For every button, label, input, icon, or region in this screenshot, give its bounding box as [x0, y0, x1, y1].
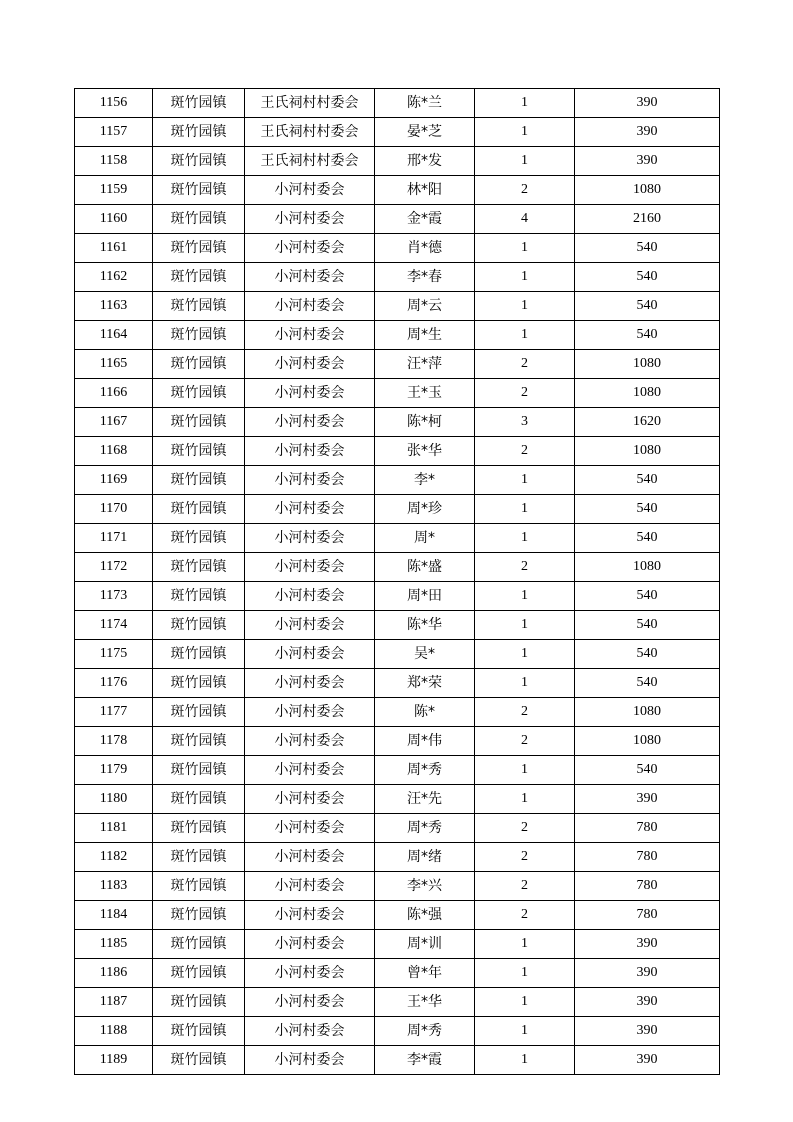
cell-count: 1 — [475, 611, 575, 640]
cell-name: 周*生 — [375, 321, 475, 350]
table-row — [75, 901, 720, 930]
cell-id: 1173 — [75, 582, 153, 611]
cell-count: 2 — [475, 698, 575, 727]
cell-village: 小河村委会 — [245, 466, 375, 495]
cell-count: 1 — [475, 959, 575, 988]
cell-count: 1 — [475, 756, 575, 785]
table-row — [75, 147, 720, 176]
cell-count: 2 — [475, 176, 575, 205]
cell-name: 陈*盛 — [375, 553, 475, 582]
cell-name: 周*秀 — [375, 814, 475, 843]
cell-count: 1 — [475, 1017, 575, 1046]
cell-id: 1167 — [75, 408, 153, 437]
cell-amount: 1080 — [575, 437, 720, 466]
cell-id: 1163 — [75, 292, 153, 321]
cell-amount: 390 — [575, 118, 720, 147]
cell-name: 周*训 — [375, 930, 475, 959]
table-row — [75, 756, 720, 785]
cell-amount: 1080 — [575, 379, 720, 408]
cell-name: 周*田 — [375, 582, 475, 611]
cell-amount: 1080 — [575, 553, 720, 582]
cell-village: 小河村委会 — [245, 843, 375, 872]
cell-name: 周*云 — [375, 292, 475, 321]
table-row — [75, 466, 720, 495]
table-row — [75, 872, 720, 901]
cell-name: 吴* — [375, 640, 475, 669]
cell-amount: 540 — [575, 611, 720, 640]
cell-count: 4 — [475, 205, 575, 234]
cell-village: 小河村委会 — [245, 350, 375, 379]
cell-count: 1 — [475, 147, 575, 176]
cell-count: 1 — [475, 785, 575, 814]
beneficiary-table — [74, 88, 720, 1075]
cell-village: 小河村委会 — [245, 1046, 375, 1075]
cell-town: 斑竹园镇 — [153, 1046, 245, 1075]
cell-village: 小河村委会 — [245, 263, 375, 292]
cell-amount: 540 — [575, 495, 720, 524]
table-row — [75, 814, 720, 843]
cell-id: 1171 — [75, 524, 153, 553]
cell-amount: 780 — [575, 872, 720, 901]
cell-id: 1188 — [75, 1017, 153, 1046]
cell-id: 1180 — [75, 785, 153, 814]
cell-village: 小河村委会 — [245, 669, 375, 698]
cell-id: 1156 — [75, 89, 153, 118]
table-row — [75, 669, 720, 698]
cell-town: 斑竹园镇 — [153, 118, 245, 147]
cell-id: 1184 — [75, 901, 153, 930]
cell-village: 小河村委会 — [245, 408, 375, 437]
cell-town: 斑竹园镇 — [153, 524, 245, 553]
cell-id: 1176 — [75, 669, 153, 698]
cell-name: 陈* — [375, 698, 475, 727]
cell-village: 小河村委会 — [245, 292, 375, 321]
table-row — [75, 321, 720, 350]
cell-name: 陈*兰 — [375, 89, 475, 118]
cell-village: 小河村委会 — [245, 611, 375, 640]
cell-id: 1158 — [75, 147, 153, 176]
cell-id: 1166 — [75, 379, 153, 408]
cell-amount: 1080 — [575, 698, 720, 727]
cell-town: 斑竹园镇 — [153, 814, 245, 843]
cell-village: 小河村委会 — [245, 176, 375, 205]
cell-count: 2 — [475, 843, 575, 872]
cell-name: 陈*华 — [375, 611, 475, 640]
cell-amount: 1620 — [575, 408, 720, 437]
cell-id: 1177 — [75, 698, 153, 727]
cell-amount: 390 — [575, 785, 720, 814]
cell-amount: 1080 — [575, 176, 720, 205]
cell-village: 小河村委会 — [245, 930, 375, 959]
cell-amount: 540 — [575, 582, 720, 611]
cell-town: 斑竹园镇 — [153, 437, 245, 466]
cell-id: 1170 — [75, 495, 153, 524]
table-row — [75, 263, 720, 292]
cell-amount: 540 — [575, 756, 720, 785]
cell-count: 1 — [475, 292, 575, 321]
cell-town: 斑竹园镇 — [153, 727, 245, 756]
cell-town: 斑竹园镇 — [153, 872, 245, 901]
cell-name: 郑*荣 — [375, 669, 475, 698]
cell-village: 小河村委会 — [245, 901, 375, 930]
cell-amount: 390 — [575, 147, 720, 176]
cell-name: 李*霞 — [375, 1046, 475, 1075]
cell-id: 1179 — [75, 756, 153, 785]
cell-id: 1174 — [75, 611, 153, 640]
cell-village: 小河村委会 — [245, 814, 375, 843]
cell-village: 小河村委会 — [245, 727, 375, 756]
cell-id: 1165 — [75, 350, 153, 379]
cell-amount: 390 — [575, 1017, 720, 1046]
cell-count: 1 — [475, 495, 575, 524]
table-row — [75, 89, 720, 118]
cell-name: 邢*发 — [375, 147, 475, 176]
cell-amount: 540 — [575, 321, 720, 350]
cell-town: 斑竹园镇 — [153, 408, 245, 437]
cell-id: 1183 — [75, 872, 153, 901]
cell-id: 1182 — [75, 843, 153, 872]
cell-name: 李* — [375, 466, 475, 495]
table-row — [75, 640, 720, 669]
cell-amount: 390 — [575, 988, 720, 1017]
table-body — [75, 89, 720, 1075]
cell-amount: 540 — [575, 524, 720, 553]
cell-village: 小河村委会 — [245, 872, 375, 901]
cell-id: 1181 — [75, 814, 153, 843]
cell-village: 小河村委会 — [245, 553, 375, 582]
table-row — [75, 118, 720, 147]
cell-id: 1164 — [75, 321, 153, 350]
cell-name: 周*绪 — [375, 843, 475, 872]
table-row — [75, 698, 720, 727]
cell-id: 1175 — [75, 640, 153, 669]
cell-id: 1172 — [75, 553, 153, 582]
cell-count: 3 — [475, 408, 575, 437]
table-row — [75, 292, 720, 321]
cell-village: 小河村委会 — [245, 234, 375, 263]
cell-amount: 780 — [575, 901, 720, 930]
cell-count: 1 — [475, 988, 575, 1017]
cell-count: 2 — [475, 379, 575, 408]
table-row — [75, 379, 720, 408]
cell-id: 1159 — [75, 176, 153, 205]
cell-count: 1 — [475, 263, 575, 292]
cell-count: 2 — [475, 553, 575, 582]
cell-name: 晏*芝 — [375, 118, 475, 147]
cell-town: 斑竹园镇 — [153, 495, 245, 524]
cell-count: 1 — [475, 234, 575, 263]
cell-village: 小河村委会 — [245, 756, 375, 785]
cell-town: 斑竹园镇 — [153, 959, 245, 988]
cell-name: 汪*萍 — [375, 350, 475, 379]
cell-town: 斑竹园镇 — [153, 176, 245, 205]
cell-id: 1160 — [75, 205, 153, 234]
cell-name: 周*秀 — [375, 756, 475, 785]
cell-town: 斑竹园镇 — [153, 263, 245, 292]
cell-count: 2 — [475, 901, 575, 930]
table-row — [75, 205, 720, 234]
cell-count: 1 — [475, 930, 575, 959]
cell-name: 金*霞 — [375, 205, 475, 234]
cell-name: 张*华 — [375, 437, 475, 466]
cell-name: 肖*德 — [375, 234, 475, 263]
cell-amount: 780 — [575, 843, 720, 872]
cell-amount: 540 — [575, 640, 720, 669]
cell-name: 王*玉 — [375, 379, 475, 408]
cell-village: 小河村委会 — [245, 785, 375, 814]
cell-village: 小河村委会 — [245, 321, 375, 350]
table-row — [75, 1017, 720, 1046]
cell-town: 斑竹园镇 — [153, 901, 245, 930]
cell-count: 1 — [475, 640, 575, 669]
cell-name: 李*春 — [375, 263, 475, 292]
cell-town: 斑竹园镇 — [153, 553, 245, 582]
cell-amount: 540 — [575, 292, 720, 321]
cell-town: 斑竹园镇 — [153, 234, 245, 263]
table-row — [75, 930, 720, 959]
cell-amount: 1080 — [575, 350, 720, 379]
cell-count: 2 — [475, 437, 575, 466]
cell-amount: 2160 — [575, 205, 720, 234]
table-row — [75, 524, 720, 553]
cell-town: 斑竹园镇 — [153, 988, 245, 1017]
cell-village: 小河村委会 — [245, 524, 375, 553]
cell-id: 1186 — [75, 959, 153, 988]
cell-name: 周* — [375, 524, 475, 553]
cell-village: 小河村委会 — [245, 495, 375, 524]
cell-village: 小河村委会 — [245, 379, 375, 408]
cell-id: 1168 — [75, 437, 153, 466]
table-row — [75, 437, 720, 466]
cell-town: 斑竹园镇 — [153, 89, 245, 118]
table-row — [75, 350, 720, 379]
table-row — [75, 611, 720, 640]
table-row — [75, 988, 720, 1017]
cell-name: 周*伟 — [375, 727, 475, 756]
cell-town: 斑竹园镇 — [153, 756, 245, 785]
cell-count: 2 — [475, 872, 575, 901]
cell-id: 1178 — [75, 727, 153, 756]
cell-village: 小河村委会 — [245, 437, 375, 466]
cell-town: 斑竹园镇 — [153, 466, 245, 495]
cell-name: 陈*柯 — [375, 408, 475, 437]
cell-village: 王氏祠村村委会 — [245, 118, 375, 147]
cell-count: 1 — [475, 669, 575, 698]
cell-town: 斑竹园镇 — [153, 350, 245, 379]
cell-town: 斑竹园镇 — [153, 1017, 245, 1046]
cell-count: 1 — [475, 1046, 575, 1075]
cell-town: 斑竹园镇 — [153, 611, 245, 640]
cell-amount: 390 — [575, 959, 720, 988]
cell-name: 林*阳 — [375, 176, 475, 205]
cell-village: 王氏祠村村委会 — [245, 89, 375, 118]
table-row — [75, 176, 720, 205]
table-row — [75, 553, 720, 582]
cell-id: 1185 — [75, 930, 153, 959]
cell-town: 斑竹园镇 — [153, 785, 245, 814]
cell-amount: 540 — [575, 669, 720, 698]
cell-name: 李*兴 — [375, 872, 475, 901]
cell-count: 2 — [475, 727, 575, 756]
cell-count: 1 — [475, 118, 575, 147]
cell-count: 2 — [475, 350, 575, 379]
cell-amount: 540 — [575, 234, 720, 263]
cell-town: 斑竹园镇 — [153, 698, 245, 727]
table-row — [75, 1046, 720, 1075]
cell-id: 1187 — [75, 988, 153, 1017]
cell-village: 小河村委会 — [245, 582, 375, 611]
cell-town: 斑竹园镇 — [153, 669, 245, 698]
cell-village: 小河村委会 — [245, 205, 375, 234]
table-row — [75, 727, 720, 756]
cell-name: 王*华 — [375, 988, 475, 1017]
cell-town: 斑竹园镇 — [153, 292, 245, 321]
cell-name: 汪*先 — [375, 785, 475, 814]
table-row — [75, 495, 720, 524]
cell-amount: 390 — [575, 89, 720, 118]
cell-name: 曾*年 — [375, 959, 475, 988]
table-row — [75, 408, 720, 437]
cell-count: 1 — [475, 89, 575, 118]
cell-village: 小河村委会 — [245, 988, 375, 1017]
cell-count: 1 — [475, 466, 575, 495]
cell-village: 小河村委会 — [245, 640, 375, 669]
cell-amount: 540 — [575, 466, 720, 495]
cell-count: 2 — [475, 814, 575, 843]
cell-amount: 1080 — [575, 727, 720, 756]
cell-town: 斑竹园镇 — [153, 147, 245, 176]
cell-id: 1162 — [75, 263, 153, 292]
cell-village: 小河村委会 — [245, 1017, 375, 1046]
cell-name: 周*秀 — [375, 1017, 475, 1046]
cell-count: 1 — [475, 524, 575, 553]
cell-id: 1157 — [75, 118, 153, 147]
cell-id: 1169 — [75, 466, 153, 495]
table-row — [75, 959, 720, 988]
cell-id: 1161 — [75, 234, 153, 263]
cell-village: 王氏祠村村委会 — [245, 147, 375, 176]
cell-village: 小河村委会 — [245, 959, 375, 988]
cell-count: 1 — [475, 582, 575, 611]
cell-town: 斑竹园镇 — [153, 321, 245, 350]
cell-name: 陈*强 — [375, 901, 475, 930]
cell-amount: 390 — [575, 930, 720, 959]
table-row — [75, 785, 720, 814]
cell-amount: 390 — [575, 1046, 720, 1075]
cell-id: 1189 — [75, 1046, 153, 1075]
cell-town: 斑竹园镇 — [153, 379, 245, 408]
cell-town: 斑竹园镇 — [153, 582, 245, 611]
cell-count: 1 — [475, 321, 575, 350]
table-row — [75, 582, 720, 611]
table-row — [75, 234, 720, 263]
table-row — [75, 843, 720, 872]
cell-town: 斑竹园镇 — [153, 205, 245, 234]
cell-town: 斑竹园镇 — [153, 843, 245, 872]
cell-name: 周*珍 — [375, 495, 475, 524]
cell-amount: 780 — [575, 814, 720, 843]
cell-amount: 540 — [575, 263, 720, 292]
cell-village: 小河村委会 — [245, 698, 375, 727]
cell-town: 斑竹园镇 — [153, 930, 245, 959]
cell-town: 斑竹园镇 — [153, 640, 245, 669]
